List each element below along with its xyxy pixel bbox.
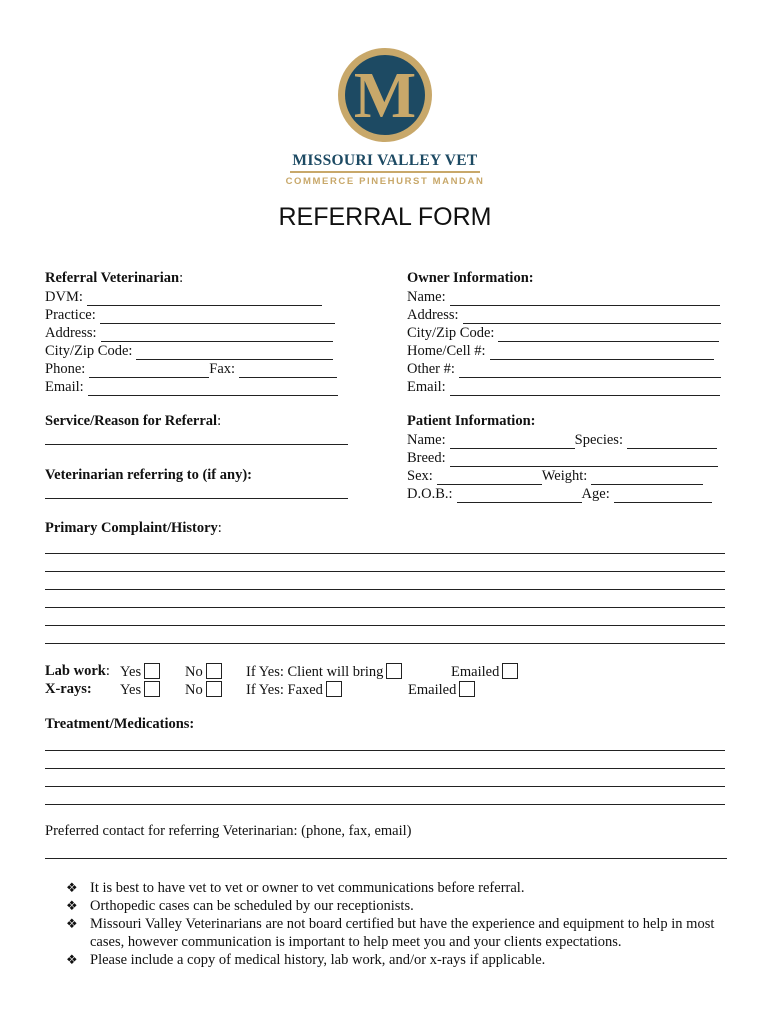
treatment-line[interactable] xyxy=(45,750,725,751)
patient-sex-weight-field[interactable]: Sex: Weight: xyxy=(407,467,703,485)
owner-name-field[interactable]: Name: xyxy=(407,288,720,306)
xrays-no[interactable]: No xyxy=(185,681,222,699)
notes-list xyxy=(66,879,726,969)
complaint-line[interactable] xyxy=(45,553,725,554)
lab-work-client-bring[interactable]: If Yes: Client will bring xyxy=(246,663,402,681)
lab-work-label: Lab work: xyxy=(45,663,110,679)
owner-other-field[interactable]: Other #: xyxy=(407,360,721,378)
diamond-bullet-icon: ❖ xyxy=(66,898,78,913)
vet-city-zip-field[interactable]: City/Zip Code: xyxy=(45,342,333,360)
owner-home-cell-field[interactable]: Home/Cell #: xyxy=(407,342,714,360)
practice-field[interactable]: Practice: xyxy=(45,306,335,324)
lab-work-emailed-checkbox[interactable] xyxy=(502,663,518,679)
logo-badge xyxy=(338,48,432,142)
complaint-line[interactable] xyxy=(45,643,725,644)
referral-vet-heading: Referral Veterinarian: xyxy=(45,270,184,286)
dvm-field[interactable]: DVM: xyxy=(45,288,322,306)
complaint-line[interactable] xyxy=(45,589,725,590)
treatment-line[interactable] xyxy=(45,768,725,769)
logo-name: MISSOURI VALLEY VET xyxy=(292,152,478,169)
lab-work-no-checkbox[interactable] xyxy=(206,663,222,679)
note-item: ❖ Please include a copy of medical history, lab work, and/or x-rays if applicable. xyxy=(66,952,546,968)
complaint-line[interactable] xyxy=(45,625,725,626)
treatment-heading: Treatment/Medications: xyxy=(45,716,195,732)
lab-work-yes[interactable]: Yes xyxy=(120,663,160,681)
preferred-contact-line[interactable] xyxy=(45,858,727,859)
xrays-emailed[interactable]: Emailed xyxy=(408,681,475,699)
treatment-line[interactable] xyxy=(45,786,725,787)
owner-email-field[interactable]: Email: xyxy=(407,378,720,396)
xrays-no-checkbox[interactable] xyxy=(206,681,222,697)
service-reason-line[interactable] xyxy=(45,444,348,445)
owner-city-zip-field[interactable]: City/Zip Code: xyxy=(407,324,719,342)
complaint-line[interactable] xyxy=(45,571,725,572)
diamond-bullet-icon: ❖ xyxy=(66,952,78,967)
complaint-line[interactable] xyxy=(45,607,725,608)
xrays-emailed-checkbox[interactable] xyxy=(459,681,475,697)
diamond-bullet-icon: ❖ xyxy=(66,916,78,931)
patient-breed-field[interactable]: Breed: xyxy=(407,449,718,467)
xrays-faxed-checkbox[interactable] xyxy=(326,681,342,697)
vet-phone-fax-field[interactable]: Phone: Fax: xyxy=(45,360,337,378)
logo-letter: M xyxy=(353,59,417,132)
preferred-contact-label: Preferred contact for referring Veterinarian: (phone, fax, email) xyxy=(45,823,412,839)
vet-address-field[interactable]: Address: xyxy=(45,324,333,342)
lab-work-emailed[interactable]: Emailed xyxy=(451,663,518,681)
owner-address-field[interactable]: Address: xyxy=(407,306,721,324)
logo xyxy=(0,48,770,187)
xrays-yes[interactable]: Yes xyxy=(120,681,160,699)
logo-locations: COMMERCE PINEHURST MANDAN xyxy=(285,175,485,187)
xrays-label: X-rays: xyxy=(45,681,92,697)
patient-name-species-field[interactable]: Name: Species: xyxy=(407,431,717,449)
treatment-line[interactable] xyxy=(45,804,725,805)
service-reason-heading: Service/Reason for Referral: xyxy=(45,413,222,429)
lab-work-client-bring-checkbox[interactable] xyxy=(386,663,402,679)
referring-to-heading: Veterinarian referring to (if any): xyxy=(45,467,252,483)
vet-email-field[interactable]: Email: xyxy=(45,378,338,396)
logo-divider xyxy=(290,171,480,173)
note-item: ❖ Orthopedic cases can be scheduled by our receptionists. xyxy=(66,898,414,914)
xrays-yes-checkbox[interactable] xyxy=(144,681,160,697)
patient-dob-age-field[interactable]: D.O.B.: Age: xyxy=(407,485,712,503)
lab-work-yes-checkbox[interactable] xyxy=(144,663,160,679)
page-title: REFERRAL FORM xyxy=(278,203,492,231)
lab-work-no[interactable]: No xyxy=(185,663,222,681)
note-item: ❖ It is best to have vet to vet or owner to vet communications before referral. xyxy=(66,880,525,896)
note-item: ❖ Missouri Valley Veterinarians are not board certified but have the experience and equipment to help in most cases, however communication is important to help meet you and your clients expectations. xyxy=(66,916,715,950)
referring-to-line[interactable] xyxy=(45,498,348,499)
complaint-heading: Primary Complaint/History: xyxy=(45,520,222,536)
owner-info-heading: Owner Information: xyxy=(407,270,534,286)
xrays-faxed[interactable]: If Yes: Faxed xyxy=(246,681,342,699)
diamond-bullet-icon: ❖ xyxy=(66,880,78,895)
patient-info-heading: Patient Information: xyxy=(407,413,536,429)
